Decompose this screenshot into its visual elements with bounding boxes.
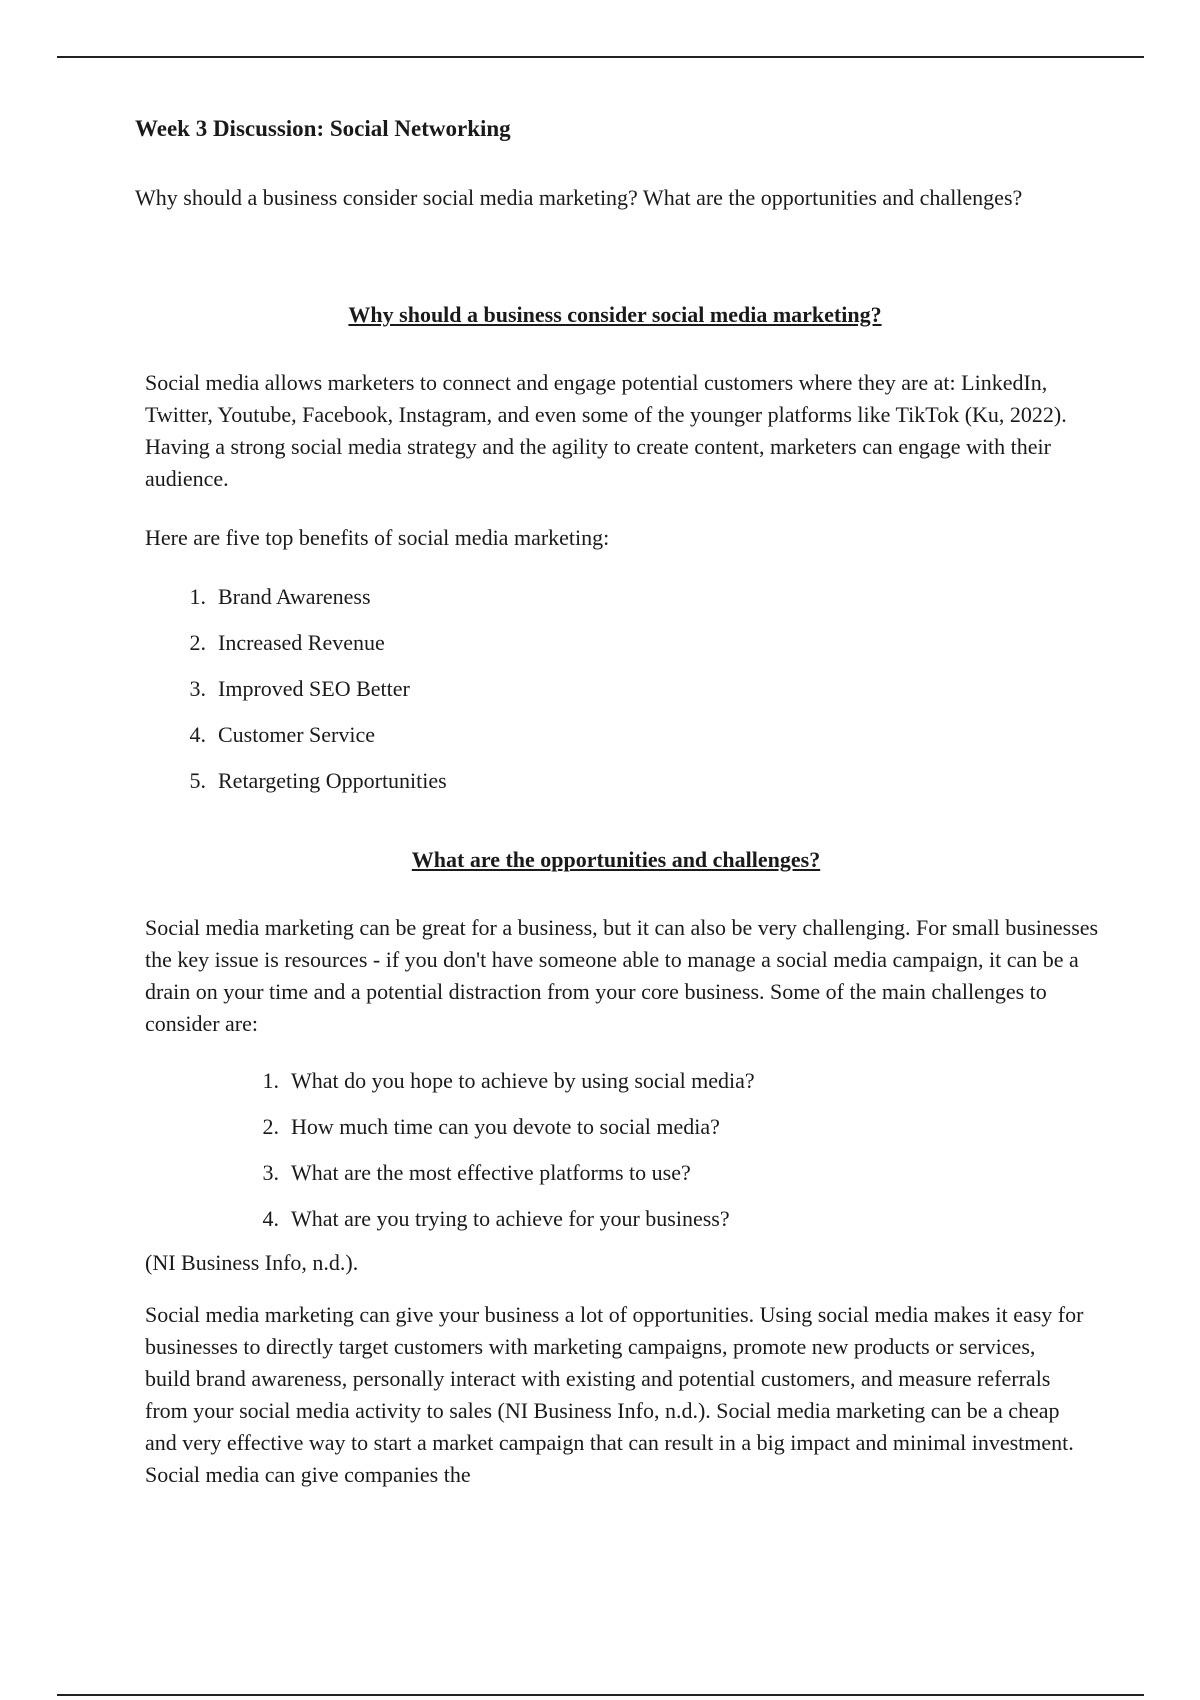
list-item-number: 4. <box>189 722 206 747</box>
bottom-divider <box>57 1694 1144 1696</box>
section2-paragraph-1: Social media marketing can be great for a business, but it can also be very challenging. For small businesses the key issue is resources - if you don't have someone able to manage a social media campaign, it can be a drain on your time and a potential distraction from your core business. Some of the main challenges to consider are: <box>145 915 1099 1036</box>
list-item-number: 2. <box>189 630 206 655</box>
list-item-text: Increased Revenue <box>218 630 385 655</box>
section1-paragraph-2: Here are five top benefits of social media marketing: <box>145 525 610 550</box>
section-heading-opportunities: What are the opportunities and challenges? <box>411 847 821 872</box>
discussion-prompt: Why should a business consider social media marketing? What are the opportunities and challenges? <box>135 185 1023 210</box>
list-item-number: 1. <box>189 584 206 609</box>
list-item-number: 5. <box>189 768 206 793</box>
list-item-text: What are you trying to achieve for your business? <box>291 1206 730 1231</box>
section-heading-why: Why should a business consider social media marketing? <box>348 302 882 327</box>
list-item-text: What do you hope to achieve by using social media? <box>291 1068 755 1093</box>
list-item-number: 4. <box>262 1206 279 1231</box>
document-title: Week 3 Discussion: Social Networking <box>135 116 511 141</box>
list-item-text: Retargeting Opportunities <box>218 768 447 793</box>
section2-paragraph-2: Social media marketing can give your business a lot of opportunities. Using social media makes it easy for businesses to directly target customers with marketing campaigns, promote new products or services, build brand awareness, personally interact with existing and potential customers, and measure referrals from your social media activity to sales (NI Business Info, n.d.). Social media marketing can be a cheap and very effective way to start a market campaign that can result in a big impact and minimal investment. Social media can give companies the <box>145 1302 1084 1487</box>
list-item-text: Customer Service <box>218 722 376 747</box>
list-item-number: 3. <box>262 1160 279 1185</box>
list-item-number: 3. <box>189 676 206 701</box>
list-item-text: Brand Awareness <box>218 584 371 609</box>
section1-paragraph-1: Social media allows marketers to connect and engage potential customers where they are at: LinkedIn, Twitter, Youtube, Facebook, Instagram, and even some of the younger platforms like TikTok (Ku, 2022). Having a strong social media strategy and the agility to create content, marketers can engage with their audience. <box>145 370 1067 491</box>
citation: (NI Business Info, n.d.). <box>145 1250 359 1275</box>
list-item-text: Improved SEO Better <box>218 676 410 701</box>
list-item-number: 1. <box>262 1068 279 1093</box>
list-item-text: How much time can you devote to social media? <box>291 1114 720 1139</box>
top-divider <box>57 56 1144 58</box>
list-item-text: What are the most effective platforms to use? <box>291 1160 691 1185</box>
list-item-number: 2. <box>262 1114 279 1139</box>
